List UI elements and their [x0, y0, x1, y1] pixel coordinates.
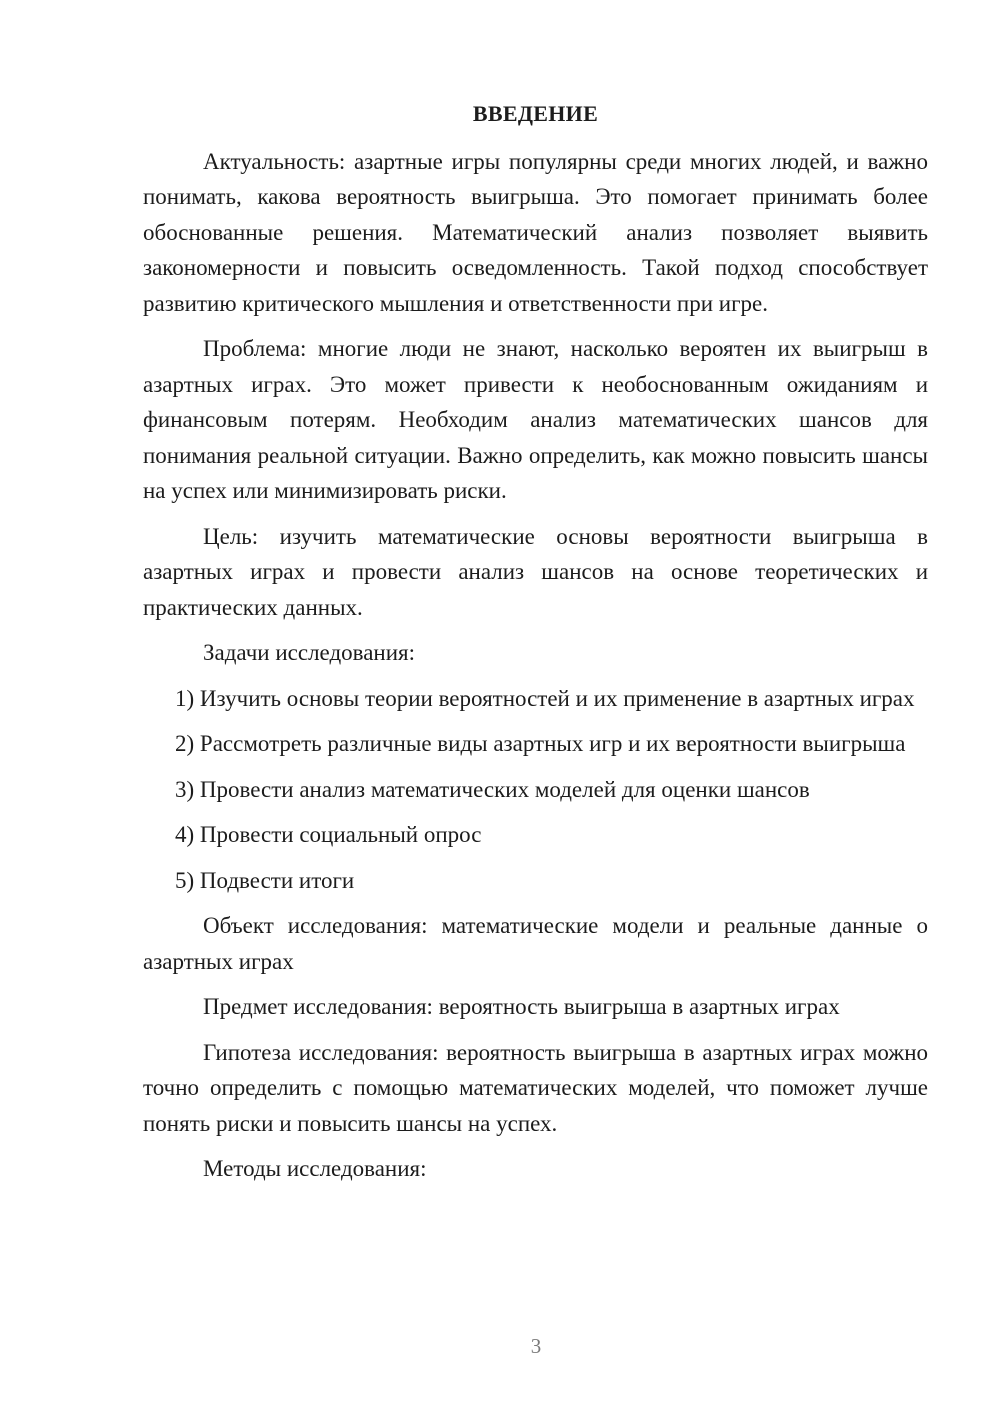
task-item-2: 2) Рассмотреть различные виды азартных игр и их вероятности выигрыша: [175, 731, 906, 756]
task-item-4: 4) Провести социальный опрос: [175, 822, 482, 847]
page-number: 3: [530, 1334, 542, 1358]
page-title: ВВЕДЕНИЕ: [472, 101, 599, 126]
paragraph-object: Объект исследования: математические модели и реальные данные о азартных играх: [143, 913, 928, 974]
task-item-5: 5) Подвести итоги: [175, 867, 355, 893]
paragraph-hypothesis: Гипотеза исследования: вероятность выигрыша в азартных играх можно точно определить с помощью математических моделей, что поможет лучше понять риски и повысить шансы на успех.: [143, 1039, 928, 1136]
task-item-3: 3) Провести анализ математических моделей для оценки шансов: [175, 776, 810, 802]
paragraph-subject: Предмет исследования: вероятность выигрыша в азартных играх: [203, 994, 840, 1019]
task-item-1: 1) Изучить основы теории вероятностей и их применение в азартных играх: [175, 685, 915, 711]
paragraph-relevance: Актуальность: азартные игры популярны среди многих людей, и важно понимать, какова вероятность выигрыша. Это помогает принимать более обоснованные решения. Математический анализ позволяет выявить закономерности и повысить осведомленность. Такой подход способствует развитию критического мышления и ответственности при игре.: [143, 148, 928, 316]
paragraph-goal: Цель: изучить математические основы вероятности выигрыша в азартных играх и провести анализ шансов на основе теоретических и практических данных.: [143, 523, 928, 620]
methods-heading: Методы исследования:: [203, 1156, 427, 1181]
tasks-heading: Задачи исследования:: [203, 640, 416, 665]
page-content: [143, 96, 928, 1197]
paragraph-problem: Проблема: многие люди не знают, насколько вероятен их выигрыш в азартных играх. Это может привести к необоснованным ожиданиям и финансовым потерям. Необходим анализ математических шансов для понимания реальной ситуации. Важно определить, как можно повысить шансы на успех или минимизировать риски.: [143, 336, 928, 503]
